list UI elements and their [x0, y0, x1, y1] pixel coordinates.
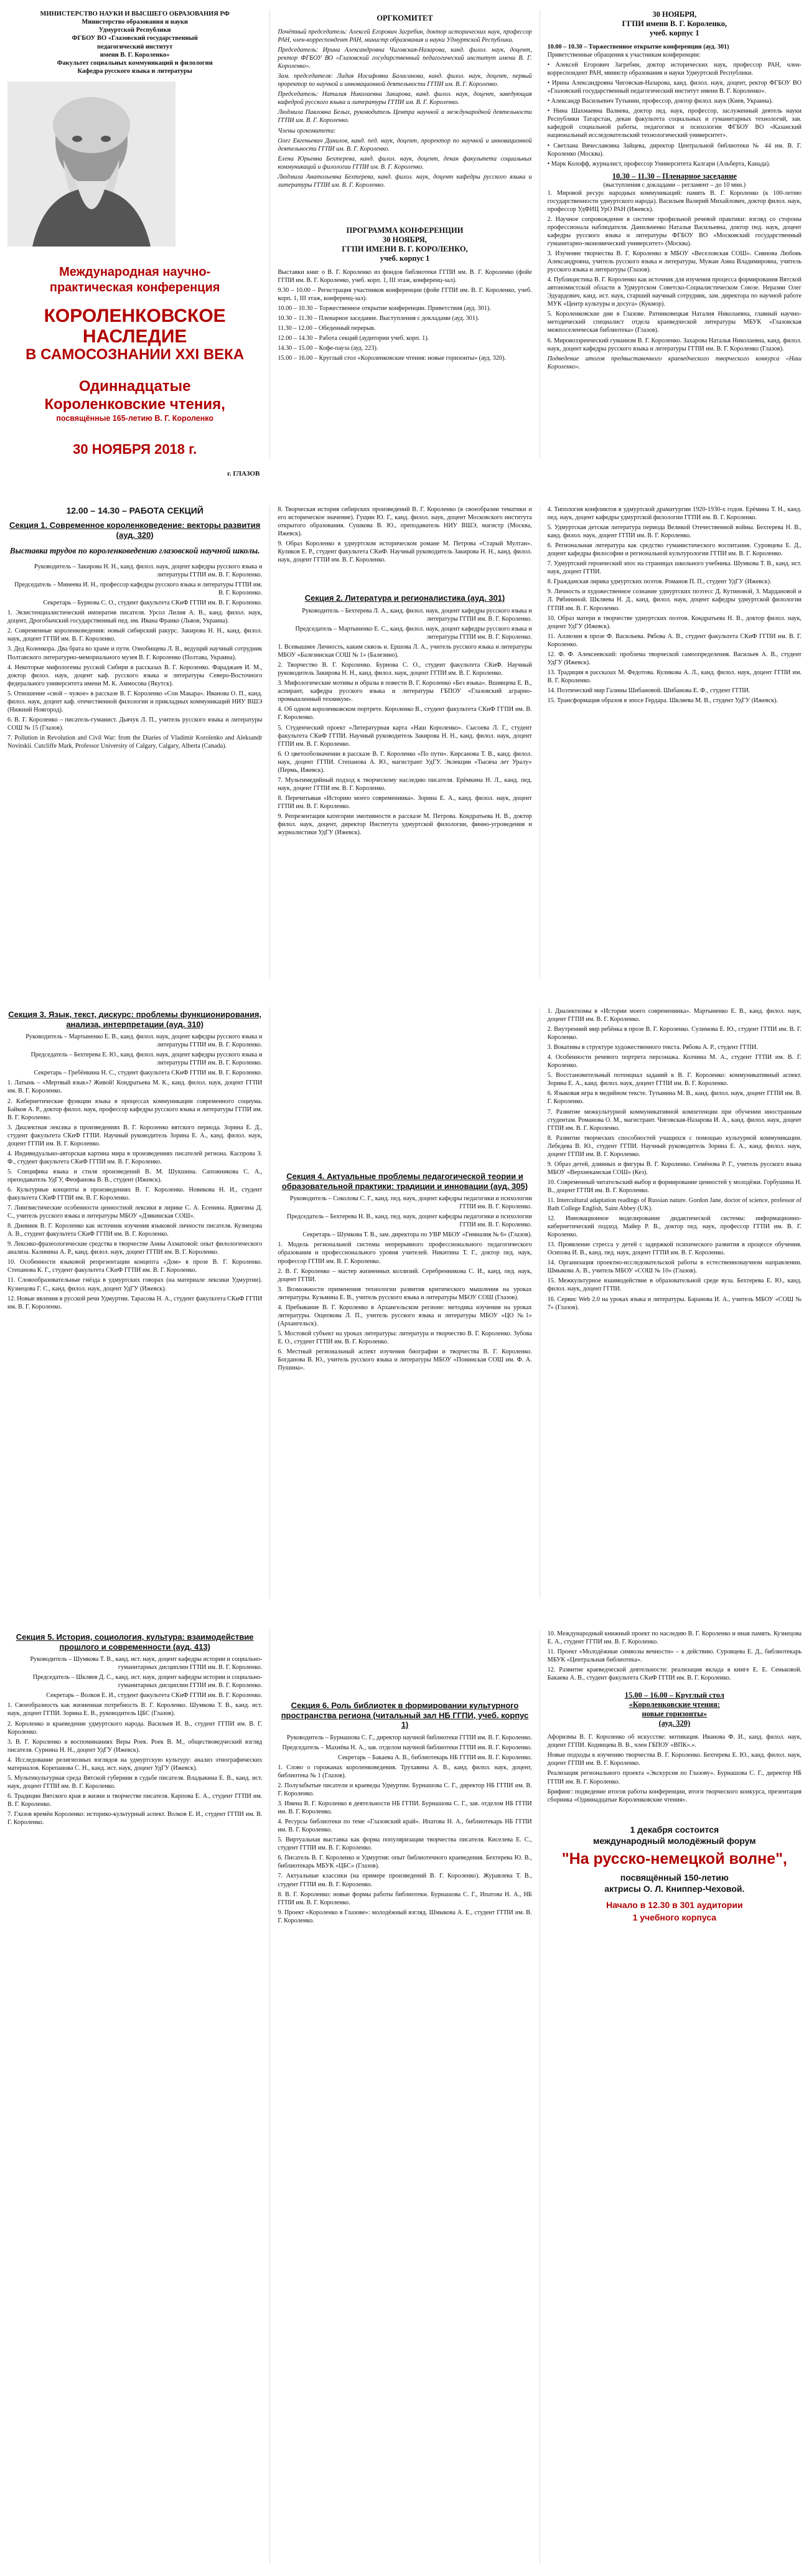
- program-paragraph: Председатель – Шкляев Д. С., канд. ист. наук, доцент кафедры истории и социально-гуманитарных дисциплин ГГПИ им. В. Г. Короленко.: [32, 1674, 263, 1690]
- program-paragraph: Секретарь – Бакаева А. В., библиотекарь НБ ГГПИ им. В. Г. Короленко.: [338, 1754, 532, 1761]
- section-3-items: [7, 1079, 262, 1310]
- plenary-header: [548, 10, 802, 38]
- program-paragraph: Руководитель – Бехтерева Л. А., канд. филол. наук, доцент кафедры русского языка и литературы ГГПИ им. В. Г. Короленко.: [302, 607, 532, 623]
- section-2-title: Секция 2. Литература и регионалистика (ауд. 301): [304, 593, 505, 603]
- program-paragraph: 3. В. Г. Короленко в воспоминаниях Веры Роек. Роек В. М., обществоведческий взгляд писателя. Сурнина Н. Н., доцент УдГУ (Ижевск).: [7, 1738, 263, 1754]
- conference-dedication: посвящённые 165-летию В. Г. Короленко: [56, 413, 214, 423]
- program-paragraph: 6. Мировоззренческий гуманизм В. Г. Короленко. Захарова Наталья Николаевна, канд. филол. наук, доцент кафедры русского языка и литературы ГГПИ им. В. Г. Короленко (Глазов).: [547, 337, 802, 352]
- program-paragraph: 4. Исследование религиозных взглядов на удмуртскую культуру: анализ этнографических материалов. Корепанова С. Н., канд. ист. наук, доцент УдГУ (Ижевск).: [7, 1756, 263, 1772]
- program-paragraph: 2. Научное сопровождение в системе профильной речевой практики: взгляд со стороны профессионала наблюдателя. Данильченко Наталья Васильевна, доктор пед. наук, доцент кафедры русского языка и литературы ФГБОУ ВО «Московский государственный гуманитарно-экономический университет» (Москва).: [547, 215, 802, 247]
- program-paragraph: 14.30 – 15.00 – Кофе-пауза (ауд. 223).: [278, 345, 378, 352]
- program-paragraph: 9. Репрезентация категории эмотивности в рассказе М. Петрова. Кондратьева Н. В., доктор филол. наук, доцент, директор Института удмуртской филологии, финно-угроведения и журналистики УдГУ (Ижевск).: [278, 813, 532, 837]
- section-1-title: Секция 1. Современное короленковедение: векторы развития (ауд. 320): [9, 520, 261, 540]
- spacer: [278, 1007, 531, 1169]
- program-paragraph: Члены оргкомитета:: [278, 127, 336, 134]
- band-sections-1-2: [0, 505, 809, 979]
- program-paragraph: 15.00 – 16.00 – Круглый стол «Короленковские чтения: новые горизонты» (ауд. 320).: [278, 355, 506, 362]
- program-paragraph: • Александр Васильевич Тутынин, профессор, доктор филол. наук (Киев, Украина).: [547, 98, 774, 105]
- program-paragraph: 11. Проект «Молодёжные символы вечности» – к действию. Суровцева Е. Д., библиотекарь МБУК «Центральная библиотека».: [547, 1648, 802, 1664]
- program-paragraph: 5. Восстановительный потенциал заданий к В. Г. Короленко: коммуникативный аспект. Зорина Е. А., канд. филол. наук, доцент ГГПИ им. В. Г. Короленко.: [547, 1072, 802, 1088]
- program-title-line: ПРОГРАММА КОНФЕРЕНЦИИ: [346, 225, 464, 235]
- program-paragraph: Руководитель – Шумкова Т. В., канд. ист. наук, доцент кафедры истории и социально-гуманитарных дисциплин ГГПИ им. В. Г. Короленко.: [30, 1656, 263, 1671]
- program-paragraph: 6. В. Г. Короленко – писатель-гуманист. Дьячук Л. П., учитель русского языка и литературы СОШ № 15 (Глазов).: [7, 716, 263, 731]
- program-paragraph: 13. Традиция в рассказах М. Федотова. Куликова А. Л., канд. филол. наук, доцент ГГПИ им. В. Г. Короленко.: [547, 669, 802, 684]
- program-paragraph: 5. Мультикультурная среда Вятской губернии в судьбе писателя. Владыкина Е. В., канд. ист. наук, доцент ГГПИ им. В. Г. Короленко.: [7, 1774, 263, 1790]
- program-paragraph: 6. Традиции Вятского края в жизни и творчестве писателя. Карпова Е. А., студент ГГПИ им. В. Г. Короленко.: [7, 1792, 263, 1808]
- program-paragraph: Руководитель – Соколова С. Г., канд. пед. наук, доцент кафедры педагогики и психологии ГГПИ им. В. Г. Короленко.: [289, 1195, 532, 1211]
- forum-line: международный молодёжный форум: [593, 1835, 756, 1846]
- program-paragraph: 13. Проявление стресса у детей с задержкой психического развития в процессе обучения. Осипова И. В., канд. пед. наук, доцент ГГПИ им. В. Г. Короленко.: [547, 1241, 802, 1257]
- program-paragraph: 4. Ресурсы библиотеки по теме «Глазовский край». Ипатова Н. А., библиотекарь НБ ГГПИ им. В. Г. Короленко.: [278, 1818, 532, 1834]
- program-paragraph: 8. Гражданская лирика удмуртских поэтов. Романов П. П., студент УдГУ (Ижевск).: [547, 578, 772, 586]
- conference-type-line: практическая конференция: [49, 281, 220, 294]
- program-paragraph: 8. Развитие творческих способностей учащихся с помощью культурной коммуникации. Лебедева В. Ю., студент ГГПИ. Научный руководитель Зорина Е. А., канд. филол. наук, доцент ГГПИ им. В. Г. Короленко.: [547, 1134, 802, 1158]
- program-paragraph: Секретарь – Бурнова С. О., студент факультета СКиФ ГГПИ им. В. Г. Короленко.: [43, 599, 263, 607]
- section-6-header: [278, 1701, 531, 1730]
- program-paragraph: Людмила Анатольевна Бехтерева, канд. филол. наук, доцент кафедры русского языка и литературы ГГПИ им. В. Г. Короленко.: [278, 173, 532, 189]
- forum-name: "На русско-немецкой волне",: [561, 1850, 787, 1868]
- program-paragraph: Секретарь – Шумкова Т. В., зам. директора по УВР МБОУ «Гимназия № 6» (Глазов).: [302, 1231, 532, 1239]
- program-paragraph: Председатель – Мартыненко Е. С., канд. филол. наук, доцент кафедры русского языка и литературы ГГПИ им. В. Г. Короленко.: [295, 626, 532, 641]
- program-paragraph: Председатель – Бехтерева Е. Ю., канд. филол. наук, доцент кафедры русского языка и литературы ГГПИ им. В. Г. Короленко.: [30, 1051, 263, 1067]
- section-2-heads: [278, 607, 531, 641]
- section-3-column: [0, 1007, 269, 1599]
- program-paragraph: 7. Лингвистические особенности ценностной лексики в лирике С. А. Есенина. Ядвигина Д. С., учитель русского языка и литературы МБОУ «Дзякинская СОШ».: [7, 1205, 263, 1220]
- program-paragraph: 1. Своеобразность как жизненная потребность В. Г. Короленко. Шумкова Т. В., канд. ист. наук, доцент ГГПИ. Зорина Е. В., руководитель ЦБС (Глазов).: [7, 1702, 263, 1718]
- conference-name-line: НАСЛЕДИЕ: [82, 326, 187, 347]
- program-paragraph: 6. О цветообозначении в рассказе В. Г. Короленко «По пути». Кирсанова Т. В., канд. филол. наук, доцент ГГПИ. Степанова А. Ю., магистрант УдГУ. Эклекции «Тысяча лет Уралу» (Пермь, Ижевск).: [278, 750, 532, 774]
- program-paragraph: 5. Отношение «свой – чужое» в рассказе В. Г. Короленко «Сон Макара». Иванова О. П., канд. филол. наук, доцент каф. отечественной филологии и прикладных коммуникаций НИУ ВШЭ (Нижний Новгород).: [7, 690, 263, 713]
- program-title-line: учеб. корпус 1: [380, 253, 430, 263]
- spacer: [278, 566, 531, 591]
- program-paragraph: Приветственные обращения к участникам конференции:: [547, 52, 701, 59]
- program-paragraph: 1. Диалектизмы в «Истории моего современника». Мартыненко Е. В., канд. филол. наук, доцент ГГПИ им. В. Г. Короленко.: [547, 1008, 802, 1023]
- title-column: [0, 10, 269, 477]
- program-paragraph: Олег Евгеньевич Данилов, канд. пед. наук, доцент, проректор по научной и инновационной деятельности ГГПИ им. В. Г. Короленко.: [278, 137, 532, 153]
- program-paragraph: 6. Языковая игра в медийном тексте. Тутынина М. В., канд. филол. наук, доцент ГГПИ им. В. Г. Короленко.: [547, 1090, 802, 1106]
- conference-name-line: В САМОСОЗНАНИИ XXI ВЕКА: [26, 346, 245, 363]
- program-paragraph: 2. В. Г. Короленко – мастер жизненных коллизий. Серебренникова С. И., канд. пед. наук, доцент ГГПИ.: [278, 1267, 532, 1283]
- section-1-heads: [7, 563, 262, 607]
- orgcom-title: ОРГКОМИТЕТ: [376, 14, 433, 22]
- section-5-column: [0, 1630, 269, 2564]
- program-paragraph: Председатель: Ирина Александровна Чиговская-Назарова, канд. филол. наук, доцент, ректор ФГБОУ ВО «Глазовский государственный педагогический институт имени В. Г. Короленко».: [278, 47, 532, 70]
- program-paragraph: 4. Об одном короленковском портрете. Короленко В., студент факультета СКиФ ГГПИ им. В. Г. Короленко.: [278, 706, 532, 722]
- program-paragraph: 15. Межкультурное взаимодействие в образовательной среде вуза. Бехтерева Е. Ю., канд. филол. наук, доцент ГГПИ.: [547, 1277, 802, 1293]
- band-title: [0, 10, 809, 477]
- program-paragraph: Председатель – Минеева И. Н., профессор кафедры русского языка и литературы ГГПИ им. В. Г. Короленко.: [14, 581, 263, 597]
- section-6-title: Секция 6. Роль библиотек в формировании культурного пространства региона (читальный зал НБ ГГПИ, учеб. корпус 1): [281, 1701, 529, 1730]
- program-paragraph: 10. Международный книжный проект по наследию В. Г. Короленко и иная память. Кузнецова Е. А., студент ГГПИ им. В. Г. Короленко.: [547, 1630, 802, 1646]
- program-paragraph: Реализация регионального проекта «Экскурсия по Глазову». Бурнашова С. Г., директор НБ ГГПИ им. В. Г. Короленко.: [547, 1770, 802, 1785]
- ministry-line: педагогический институт: [97, 43, 173, 50]
- band-sections-3-4: [0, 1007, 809, 1599]
- conference-name: [7, 306, 262, 363]
- program-paragraph: 4. Публицистика В. Г. Короленко как источник для изучения процесса формирования Вятской автономистской области в Удмуртском Советско-Социалистическом Союзе. Неразин Олег Эдуардович, канд. ист. наук, старший научный сотрудник, зам. директора по научной работе МУК «Центр культуры и досуга» (Кукмор).: [547, 276, 802, 308]
- section-6-column: [269, 1630, 539, 2564]
- program-paragraph: 3. Возможности применения технологии развития критического мышления на уроках литературы. Кузьмина Е. В., учитель русского языка и литературы МБОУ СОШ (Глазов).: [278, 1286, 532, 1301]
- program-paragraph: 10. Современный читательский выбор и формирование ценностей у молодёжи. Горбушина Н. В., доцент ГГПИ им. В. Г. Короленко.: [547, 1178, 802, 1194]
- section-1-items: [7, 609, 262, 750]
- section-2-column: [269, 505, 539, 979]
- program-paragraph: 16. Сервис Web 2.0 на уроках языка и литературы. Баранова И. А., учитель МБОУ «СОШ № 7» (Глазов).: [547, 1295, 802, 1311]
- conference-city: г. ГЛАЗОВ: [227, 469, 260, 477]
- program-paragraph: 2. Полузабытые писатели и краеведы Удмуртии. Бурнашова С. Г., директор НБ ГГПИ им. В. Г. Короленко.: [278, 1782, 532, 1798]
- program-paragraph: 9.30 – 10.00 – Регистрация участников конференции (фойе ГГПИ им. В. Г. Короленко, учеб. корп. 1, III этаж, конференц-зал).: [278, 286, 532, 302]
- program-paragraph: 2. Внутренний мир ребёнка в прозе В. Г. Короленко. Сулимова Е. Ю., студент ГГПИ им. В. Г. Короленко.: [547, 1026, 802, 1041]
- program-paragraph: 12. Развитие краеведческой деятельности: реализация вклада в книге Е. Е. Сеньковой. Бакаева А. В., студент факультета СКиФ ГГПИ им. В. Г. Короленко.: [547, 1666, 802, 1682]
- conference-name-line: КОРОЛЕНКОВСКОЕ: [44, 306, 226, 326]
- section-5-heads: [7, 1655, 262, 1699]
- program-paragraph: Председатель – Махнёва Н. А., зав. отделом научной библиотеки ГГПИ им. В. Г. Короленко.: [282, 1744, 532, 1751]
- program-paragraph: 9. Личность и художественное сознание удмуртских поэтесс Д. Кутиновой, З. Мардановой и Л. Рябининой. Шкляева Н. Д., канд. филол. наук, доцент кафедры удмуртской филологии ГГПИ им. В. Г. Короленко.: [547, 588, 802, 612]
- program-paragraph: 6. Писатель В. Г. Короленко и Удмуртия: опыт библиотечного краеведения. Бехтерева Ю. В., библиотекарь МБУК «ЦБС» (Глазов).: [278, 1854, 532, 1870]
- orgcom-column: [269, 10, 539, 458]
- program-paragraph: • Алексей Егорович Загребин, доктор исторических наук, профессор РАН, член-корреспондент РАН, министр образования и науки Удмуртской Республики.: [547, 62, 802, 77]
- program-paragraph: Почётный председатель: Алексей Егорович Загребин, доктор исторических наук, профессор РАН, член-корреспондент РАН, министр образования и науки Удмуртской Республики.: [278, 29, 532, 44]
- spacer: [548, 1806, 802, 1825]
- ministry-line: Факультет социальных коммуникаций и филологии: [57, 59, 213, 67]
- program-paragraph: 9. Образ Короленко в удмуртском историческом романе М. Петрова «Старый Мултан». Куликов Е. Р., студент факультета СКиФ. Научный руководитель Закирова Н. Н., канд. филол. наук, доцент ГГПИ им. В. Г. Короленко.: [278, 540, 532, 564]
- roundtable-column: [540, 1630, 809, 2564]
- program-paragraph: Выставки книг о В. Г. Короленко из фондов библиотеки ГГПИ им. В. Г. Короленко (фойе ГГПИ им. В. Г. Короленко, учеб. корп. 1, III этаж, конференц-зал).: [278, 268, 532, 284]
- program-paragraph: 2. Кибернетические функции языка в процессах коммуникации современного социума. Байков А. Р., доктор филол. наук, профессор кафедры русского языка и литературы ГГПИ им. В. Г. Короленко.: [7, 1098, 263, 1121]
- plenary-header-line: ГГПИ имени В. Г. Короленко,: [622, 19, 727, 28]
- program-paragraph: 2. Короленко и краеведение удмуртского народа. Васильев И. В., студент ГГПИ им. В. Г. Короленко.: [7, 1720, 263, 1736]
- section-language-items: [548, 1007, 802, 1312]
- program-paragraph: 11. Словообразовательные гнёзда в удмуртских говорах (на материале лексики Удмуртии). Кузнецова Г. С., канд. филол. наук, доцент УдГУ (Ижевск).: [7, 1277, 263, 1292]
- section-4-items: [278, 1241, 531, 1372]
- program-paragraph: Руководитель – Мартыненко Е. В., канд. филол. наук, доцент кафедры русского языка и литературы ГГПИ им. В. Г. Короленко.: [26, 1033, 263, 1049]
- program-paragraph: 14. Организация проектно-исследовательской работы в естественнонаучном направлении. Шмыкова А. В., учитель МБОУ «СОШ № 10» (Глазов).: [547, 1259, 802, 1275]
- plenary-note: (выступления с докладами – регламент – до 10 мин.): [603, 181, 746, 189]
- program-paragraph: Подведение итогов предвыставочного краеведческого творческого конкурса «Наш Короленко».: [547, 355, 802, 370]
- program-paragraph: Председатель: Наталия Николаевна Закирова, канд. филол. наук, доцент, заведующая кафедрой русского языка и литературы ГГПИ им. В. Г. Короленко.: [278, 91, 532, 106]
- program-paragraph: 5. Виртуальная выставка как форма популяризации творчества писателя. Киселева Е. С., студент ГГПИ им. В. Г. Короленко.: [278, 1836, 532, 1852]
- program-paragraph: 3. Дед Коленкора. Два брата во храме и пути. Ознобищева Л. В., ведущий научный сотрудник Полтавского литературно-мемориального музея В. Г. Короленко (Полтава, Украина).: [7, 646, 263, 661]
- plenary-list: [548, 189, 802, 371]
- program-paragraph: Зам. председателя: Лидия Иосифовна Баласанова, канд. филол. наук, доцент, первый проректор по научной и инновационной деятельности ГГПИ им. В. Г. Короленко.: [278, 73, 532, 88]
- program-paragraph: 10.00 – 10.30 – Торжественное открытие конференции. Приветствия (ауд. 301).: [278, 305, 491, 313]
- conference-type-line: Международная научно-: [59, 265, 211, 279]
- ministry-line: Кафедра русского языка и литературы: [77, 67, 192, 75]
- section-7-column: [540, 505, 809, 979]
- section-2-items: [278, 643, 531, 837]
- program-paragraph: Афоризмы В. Г. Короленко об искусстве: мотивация. Иванова Ф. И., канд. филол. наук, доцент ГГПИ. Кодинцева В. В., член ГБПОУ «ВПК».».: [547, 1734, 802, 1749]
- section-1-column: [0, 505, 269, 979]
- conference-readings: [7, 378, 262, 414]
- sessions-title: 12.00 – 14.30 – РАБОТА СЕКЦИЙ: [66, 505, 203, 515]
- ministry-line: Удмуртской Республики: [98, 27, 171, 34]
- program-paragraph: Брифинг: подведение итогов работы конференции, итоги творческого конкурса, презентация сборника «Одиннадцатые Короленковские чтения».: [547, 1788, 802, 1803]
- korolenko-portrait-icon: [7, 82, 175, 247]
- program-paragraph: 4. Типология конфликтов в удмуртской драматургии 1920-1930-х годов. Ерёмина Т. Н., канд. пед. наук, доцент кафедры удмуртской филологии ГГПИ им. В. Г. Короленко.: [547, 506, 802, 522]
- program-paragraph: • Марк Колофф, журналист, профессор Университета Калгари (Альберта, Канада).: [547, 160, 770, 167]
- program-paragraph: 1. Модель региональной системы непрерывного профессионального педагогического образования и профессионального уровня учителей. Никитина Т. Г., доктор пед. наук, профессор ГГПИ им. В. Г. Короленко.: [278, 1241, 532, 1265]
- program-title: [278, 226, 531, 263]
- plenary-title: 10.30 – 11.30 – Пленарное заседание: [612, 171, 737, 181]
- program-paragraph: 10. Образ матери в творчестве удмуртских поэтов. Кондратьева Н. В., доктор филол. наук, доцент УдГУ (Ижевск).: [547, 614, 802, 630]
- section-5-items: [7, 1701, 262, 1826]
- program-paragraph: 5. Короленковские дни в Глазове. Ратниковецкая Наталия Николаевна, главный научно-методический специалист отдела краеведческой литературы МБУК «Глазовская межпоселенческая библиотека» (Глазов).: [547, 311, 802, 334]
- plenary-header-line: учеб. корпус 1: [650, 29, 699, 37]
- program-paragraph: 1. Всевышнее Личность, каким сквозь и. Ершова Л. А., учитель русского языка и литературы МБОУ «Балезинская СОШ № 1» (Балезино).: [278, 644, 532, 659]
- program-paragraph: 2. Современные короленковедения: новый сибирский ракурс. Закирова Н. Н., канд. филол. наук, доцент ГГПИ им. В. Г. Короленко.: [7, 628, 263, 643]
- section-3-heads: [7, 1033, 262, 1077]
- plenary-column: [540, 10, 809, 458]
- band-sections-5-6: [0, 1630, 809, 2564]
- program-paragraph: Руководитель – Бурнашова С. Г., директор научной библиотеки ГГПИ им. В. Г. Короленко.: [286, 1734, 532, 1741]
- program-paragraph: 7. Мультимедийный подход к творческому наследию писателя. Ерёмкина Н. Л., канд. пед. наук, доцент ГГПИ им. В. Г. Короленко.: [278, 776, 532, 792]
- opening-list: [548, 51, 802, 168]
- program-paragraph: 3. Вокативы в структуре художественного текста. Рябова А. Р., студент ГГПИ.: [547, 1044, 758, 1051]
- program-paragraph: 1. Мировой ресурс народных коммуникаций: память В. Г. Короленко (к 100-летию государственности удмуртского народа). Васильев Валерий Михайлович, доктор филол. наук, профессор УдФИЦ УрО РАН (Ижевск).: [547, 189, 802, 213]
- program-paragraph: 4. Особенности речевого портрета персонажа. Колчина М. А., студент ГГПИ им. В. Г. Короленко.: [547, 1054, 802, 1069]
- program-title-line: ГГПИ ИМЕНИ В. Г. КОРОЛЕНКО,: [342, 244, 468, 253]
- section-6-items: [278, 1764, 531, 1925]
- roundtable-list: [548, 1733, 802, 1803]
- program-paragraph: 4. Пребывание В. Г. Короленко в Архангельском регионе: методика изучения на уроках литературы. Ощепкова Л. П., учитель русского языка и литературы МБОУ «ЦО №1» (Архангельск).: [278, 1304, 532, 1327]
- program-paragraph: 1. Слово о горожанах короленковедения. Трухавина А. В., канд. филол. наук, доцент, библиотека № 1 (Глазов).: [278, 1764, 532, 1779]
- program-paragraph: 5. Мостовой субъект на уроках литературы: литература и творчество В. Г. Короленко. Зубова Е. О., студент ГГПИ им. В. Г. Короленко.: [278, 1330, 532, 1345]
- program-paragraph: 8. Дневник В. Г. Короленко как источник изучения языковой личности писателя. Кузнецова А. В., студент факультета СКиФ ГГПИ им. В. Г. Короленко.: [7, 1223, 263, 1238]
- program-paragraph: 9. Образ детей, длинных и фигуры В. Г. Короленко. Семёнова Р. Г., учитель русского языка МБОУ «Верхнекамская СОШ» (Кез).: [547, 1160, 802, 1176]
- section-literature-items: [548, 505, 802, 705]
- program-paragraph: 6. Региональная литература как средство гуманистического воспитания. Суровцева Е. Д., доцент кафедры философии и региональной культурологии ГГПИ им. В. Г. Короленко.: [547, 542, 802, 558]
- ministry-line: Министерство образования и науки: [82, 19, 188, 26]
- program-paragraph: 12. Инновационное моделирование дидактической системы: информационно-кибернетический подход. Майер Р. В., доктор пед. наук, профессор ГГПИ им. В. Г. Короленко.: [547, 1215, 802, 1239]
- program-paragraph: Председатель – Бехтерева Н. В., канд. пед. наук, доцент кафедры педагогики и психологии ГГПИ им. В. Г. Короленко.: [287, 1213, 532, 1229]
- forum-place: 1 учебного корпуса: [632, 1912, 717, 1923]
- section-3-title: Секция 3. Язык, текст, дискурс: проблемы функционирования, анализа, интерпретации (ауд. 310): [8, 1010, 262, 1029]
- program-paragraph: 10.30 – 11.30 – Пленарное заседание. Выступления с докладами (ауд. 301).: [278, 315, 479, 322]
- program-paragraph: 10. Особенности языковой репрезентации концепта «Дом» в прозе В. Г. Короленко. Степанова К. Г., студент факультета СКиФ ГГПИ им. В. Г. Короленко.: [7, 1259, 263, 1274]
- program-paragraph: 11.30 – 12.00 – Обеденный перерыв.: [278, 325, 376, 332]
- section-6-heads: [278, 1734, 531, 1762]
- program-paragraph: 11. Аллюзии в прозе Ф. Васильева. Рябова А. В., студент факультета СКиФ ГГПИ им. В. Г. Короленко.: [547, 632, 802, 648]
- program-paragraph: 8. Творческая история сибирских произведений В. Г. Короленко (в своеобразии тематики и его историческое значение). Гущин Ю. Г., канд. филол. наук, доцент Московского института открытого образования. Сушкова В. Ю., преподаватель НИУ ВШЭ, магистр (Москва, Ижевск).: [278, 506, 532, 538]
- section-2-header: [278, 593, 531, 603]
- program-paragraph: 5. Удмуртская детская литература периода Великой Отечественной войны. Бехтерева Н. В., канд. филол. наук, доцент ГГПИ им. В. Г. Короленко.: [547, 524, 802, 540]
- program-paragraph: 3. Диалектная лексика в произведениях В. Г. Короленко вятского периода. Зорина Е. Д., студент факультета СКиФ ГГПИ. Научный руководитель Зорина Е. А., канд. филол. наук, доцент ГГПИ им. В. Г. Короленко.: [7, 1124, 263, 1147]
- program-paragraph: • Ирина Александровна Чиговская-Назарова, канд. филол. наук, доцент, ректор ФГБОУ ВО «Глазовский государственный педагогический институт имени В. Г. Короленко».: [547, 80, 802, 95]
- program-paragraph: 11. Intercultural adaptation readings of Russian nature. Gordon Jane, doctor of science, professor of Bath College English, Saint Abbey (UK).: [547, 1196, 802, 1213]
- program-paragraph: 12.00 – 14.30 – Работа секций (аудитории учеб. корп. 1).: [278, 335, 429, 342]
- program-paragraph: 4. Некоторые мифологемы русской Сибири в рассказах В. Г. Короленко. Фараджаев И. М., доктор филол. наук, доцент каф. русского языка и литературы Северо-Восточного федерального университета имени М. К. Аммосова (Якутск).: [7, 664, 263, 687]
- program-paragraph: Елена Юрьевна Бехтерева, канд. филол. наук, доцент, декан факультета социальных коммуникаций и филологии ГГПИ им. В. Г. Короленко.: [278, 155, 532, 171]
- program-paragraph: 15. Трансформация образов в эпосе Гердара. Шкляева М. В., студент УдГУ (Ижевск).: [547, 697, 778, 704]
- section-5-title: Секция 5. История, социология, культура: взаимодействие прошлого и современности (ауд. 413): [16, 1632, 254, 1652]
- conference-type: [7, 265, 262, 296]
- program-paragraph: 12. Ф. Ф. Алексеевский: проблема творческой самоопределения. Васильев А. В., студент УдГУ (Ижевск).: [547, 651, 802, 666]
- program-paragraph: 6. Культурные концепты в произведениях В. Г. Короленко. Новикова Н. И., студент факультета СКиФ ГГПИ им. В. Г. Короленко.: [7, 1186, 263, 1202]
- program-paragraph: 5. Специфика языка и стиля произведений В. М. Шукшина. Сапожникова С. А., преподаватель УдГУ, Феофанова В. В., студент (Ижевск).: [7, 1168, 263, 1183]
- readings-line: Короленковские чтения,: [44, 396, 225, 413]
- spacer: [278, 1630, 531, 1698]
- orgcom-list: [278, 28, 531, 189]
- roundtable-title-line: 15.00 – 16.00 – Круглый стол: [624, 1691, 724, 1700]
- program-paragraph: 7. Pollution in Revolution and Civil War: from the Diaries of Vladimir Korolenko and Aleksandr Novitskii. Cutcliffe Mark, Professor University of Calgary, Calgary, Alberta (Canada).: [7, 734, 263, 750]
- program-paragraph: 4. Индивидуально-авторская картина мира в произведениях писателей региона. Каспрова З. Ф., студент факультета СКиФ ГГПИ им. В. Г. Короленко.: [7, 1150, 263, 1165]
- program-paragraph: Секретарь – Волков Е. И., студент факультета СКиФ ГГПИ им. В. Г. Короленко.: [46, 1692, 263, 1699]
- roundtable-title-line: новые горизонты»: [642, 1709, 708, 1719]
- program-paragraph: 3. Мифологические мотивы и образы в повести В. Г. Короленко «Без языка». Вшивцева Е. В., аспирант, кафедра русского языка и литературы ГБПОУ «Глазовский аграрно-промышленный техникум».: [278, 680, 532, 703]
- conference-date: 30 НОЯБРЯ 2018 г.: [73, 441, 197, 457]
- program-paragraph: 7. Удмуртский героический эпос на страницах школьного учебника. Шумкова Т. В., канд. ист. наук, доцент ГГПИ.: [547, 560, 802, 576]
- program-paragraph: Руководитель – Закирова Н. Н., канд. филол. наук, доцент кафедры русского языка и литературы ГГПИ им. В. Г. Короленко.: [34, 563, 263, 579]
- program-paragraph: 6. Местный региональный аспект изучения биографии и творчества В. Г. Короленко. Богданова В. Ю., учитель русского языка и литературы МБОУ «Понинская СОШ им. Ф. А. Пушина».: [278, 1348, 532, 1372]
- spacer: [278, 191, 531, 222]
- roundtable-title: [548, 1691, 802, 1728]
- program-paragraph: 3. Имена В. Г. Короленко в деятельности НБ ГГПИ. Бурнашова С. Г., зав. отделом НБ ГГПИ им. В. Г. Короленко.: [278, 1800, 532, 1816]
- ministry-block: [7, 10, 262, 75]
- program-paragraph: 5. Студенческий проект «Литературная карта «Наш Короленко». Сысоева Л. Г., студент факультета СКиФ ГГПИ. Научный руководитель Закирова Н. Н., канд. филол. наук, доцент ГГПИ им. В. Г. Короленко.: [278, 724, 532, 748]
- program-paragraph: 7. Развитие межкультурной коммуникативной компетенции при обучении иностранным студентам. Романова О. М., магистрант. Чиговская-Назарова И. А., канд. филол. наук, доцент ГГПИ им. В. Г. Короленко.: [547, 1108, 802, 1132]
- section-6-continued: [548, 1630, 802, 1682]
- ministry-line: МИНИСТЕРСТВО НАУКИ И ВЫСШЕГО ОБРАЗОВАНИЯ РФ: [40, 11, 230, 17]
- program-paragraph: 14. Поэтический мир Галины Шибановой. Шибанова Е. Ф., студент ГГПИ.: [547, 687, 751, 694]
- program-paragraph: 3. Изучение творчества В. Г. Короленко в МБОУ «Веселовская СОШ». Сиянова Любовь Александровна, учитель русского языка и литературы, Мужан Анна Владимировна, учитель русского языка и литературы (Глазов).: [547, 250, 802, 274]
- section-4-heads: [278, 1195, 531, 1239]
- readings-line: Одиннадцатые: [78, 378, 191, 395]
- program-paragraph: 1. Экзистенциалистический императив писателя. Урсол Лилия А. В., канд. филол. наук, доцент, Дрогобычский государственный пед. им. Ивана Франко (Львов, Украина).: [7, 609, 263, 625]
- program-paragraph: 1. Латынь – «Мертвый язык»? Живой! Кондратьева М. К., канд. филол. наук, доцент ГГПИ им. В. Г. Короленко.: [7, 1079, 263, 1095]
- program-paragraph: 7. Актуальные классики (на примере произведений В. Г. Короленко). Журавлева Т. В., студент ГГПИ им. В. Г. Короленко.: [278, 1873, 532, 1888]
- program-paragraph: • Нина Шахмаевна Валиева, доктор пед. наук, профессор, заслуженный деятель науки Республики Татарстан, декан факультета социальных и гуманитарных технологий, зав. кафедрой социальной работы, педагогики и психологии ФГБОУ ВО «Казанский национальный исследовательский технологический университет».: [547, 108, 802, 139]
- section-4-title: Секция 4. Актуальные проблемы педагогической теории и образовательной практики: традиции и инновации (ауд. 305): [281, 1172, 528, 1191]
- program-paragraph: 12. Новые явления в русской речи Удмуртии. Тарасова Н. А., студент факультета СКиФ ГГПИ им. В. Г. Короленко.: [7, 1295, 263, 1310]
- ministry-line: имени В. Г. Короленко»: [100, 51, 170, 59]
- section-1-header: [7, 520, 262, 540]
- program-paragraph: Секретарь – Гребёнкина Н. С., студент факультета СКиФ ГГПИ им. В. Г. Короленко.: [34, 1069, 263, 1077]
- program-title-line: 30 НОЯБРЯ,: [383, 235, 427, 244]
- roundtable-title-line: «Короленковские чтения:: [629, 1700, 720, 1709]
- program-paragraph: 9. Проект «Короленко в Глазове»: молодёжный взгляд. Шмыкова А. Е., студент ГГПИ им. В. Г. Короленко.: [278, 1909, 532, 1924]
- forum-time: Начало в 12.30 в 301 аудитории: [606, 1900, 743, 1911]
- section-8-column: [540, 1007, 809, 1599]
- forum-line: посвящённый 150-летию: [620, 1873, 729, 1883]
- section-3-header: [7, 1010, 262, 1029]
- section-4-header: [278, 1172, 531, 1191]
- ministry-line: ФГБОУ ВО «Глазовский государственный: [72, 35, 198, 42]
- program-paragraph: • Светлана Вячеславовна Зайцева, директор Центральной библиотеки № 44 им. В. Г. Короленко (Москва).: [547, 142, 802, 157]
- forum-line: 1 декабря состоится: [630, 1824, 719, 1835]
- section-1-exhibition: Выставка трудов по короленковедению глазовской научной школы.: [9, 546, 260, 556]
- forum-line: актрисы О. Л. Книппер-Чеховой.: [604, 1884, 745, 1894]
- program-paragraph: 2. Творчество В. Г. Короленко. Бурнова С. О., студент факультета СКиФ. Научный руководитель Закирова Н. Н., канд. филол. наук, доцент ГГПИ им. В. Г. Короленко.: [278, 662, 532, 677]
- program-paragraph: 9. Лексико-фразеологические средства в творчестве Анны Ахматовой: опыт филологического анализа. Калинина А. Р., канд. филол. наук, доцент ГГПИ им. В. Г. Короленко.: [7, 1241, 263, 1256]
- program-paragraph: Людмила Павловна Белых, руководитель Центра научной и международной деятельности ГГПИ им. В. Г. Короленко.: [278, 109, 532, 125]
- section-1-continued: [278, 505, 531, 564]
- section-5-header: [7, 1632, 262, 1652]
- program-paragraph: 7. Глазов времён Короленко: историко-культурный аспект. Волков Е. И., студент ГГПИ им. В. Г. Короленко.: [7, 1810, 263, 1826]
- program-paragraph: 8. В. Г. Короленко: новые формы работы библиотеки. Бурнашова С. Г., Ипатова Н. А., НБ ГГПИ им. В. Г. Короленко.: [278, 1891, 532, 1906]
- program-paragraph: Новые подходы к изучению творчества В. Г. Короленко. Бехтерева Е. Ю., канд. филол. наук, доцент ГГПИ им. В. Г. Короленко.: [547, 1752, 802, 1767]
- section-4-column: [269, 1007, 539, 1599]
- roundtable-title-line: (ауд. 320): [658, 1719, 691, 1728]
- opening-title: 10.00 – 10.30 – Торжественное открытие конференции (ауд. 301): [547, 44, 729, 50]
- program-paragraph: 8. Перечитывая «Историю моего современника». Зорина Е. А., канд. филол. наук, доцент ГГПИ им. В. Г. Короленко.: [278, 794, 532, 810]
- plenary-header-line: 30 НОЯБРЯ,: [652, 10, 697, 19]
- program-list: [278, 268, 531, 362]
